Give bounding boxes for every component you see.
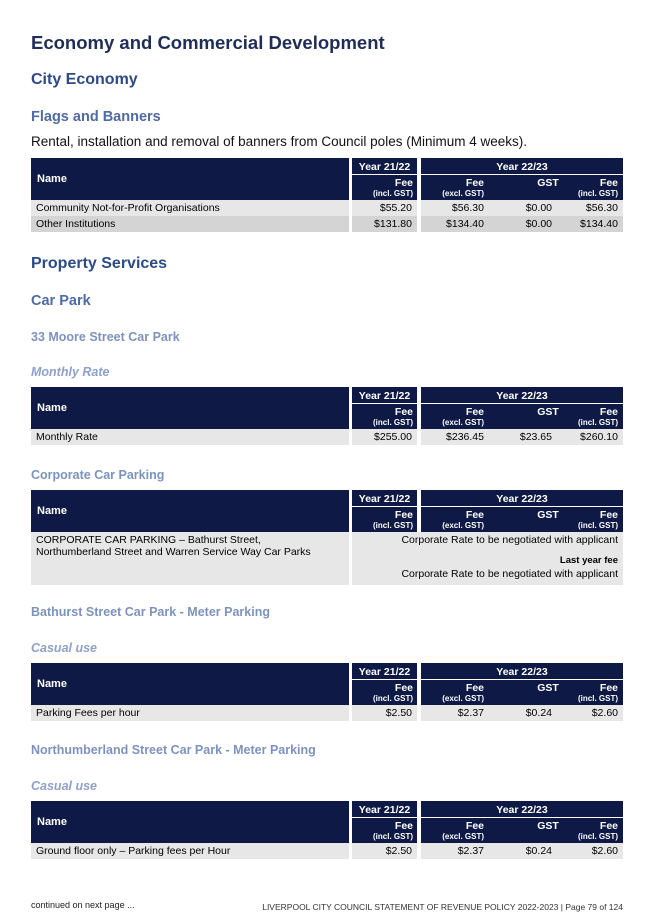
table-row — [31, 705, 623, 721]
fee-excl-header: Fee — [465, 820, 484, 832]
continued-note: continued on next page ... — [31, 900, 135, 910]
incl-gst-header-2: (incl. GST) — [578, 694, 618, 703]
row-name: Monthly Rate — [36, 431, 98, 443]
bathurst-heading: Bathurst Street Car Park - Meter Parking — [31, 605, 270, 619]
fee-2122-cell: $255.00 — [352, 429, 417, 445]
table-row — [31, 843, 623, 859]
northumberland-casual-heading: Casual use — [31, 779, 98, 793]
name-column-header: Name — [37, 816, 67, 828]
incl-gst-header: (incl. GST) — [373, 832, 413, 841]
fee-incl-cell: $2.60 — [557, 705, 623, 721]
fee-incl-header: Fee — [599, 509, 618, 521]
fee-excl-cell: $134.40 — [421, 216, 489, 232]
fee-excl-cell: $2.37 — [421, 843, 489, 859]
fee-incl-header: Fee — [599, 682, 618, 694]
fee-incl-cell: $56.30 — [557, 200, 623, 216]
flags-fee-table — [31, 158, 623, 232]
year-2223-header: Year 22/23 — [496, 493, 548, 505]
name-column-header: Name — [37, 678, 67, 690]
name-column-header: Name — [37, 173, 67, 185]
corporate-parking-heading: Corporate Car Parking — [31, 468, 165, 482]
fee-header: Fee — [394, 509, 413, 521]
bathurst-parking-table — [31, 663, 623, 721]
flags-banners-heading: Flags and Banners — [31, 109, 161, 125]
incl-gst-header-2: (incl. GST) — [578, 189, 618, 198]
monthly-rate-table — [31, 387, 623, 445]
year-2223-header: Year 22/23 — [496, 804, 548, 816]
row-name: Other Institutions — [36, 218, 116, 230]
row-name: Community Not-for-Profit Organisations — [36, 202, 220, 214]
fee-2122-cell: $131.80 — [352, 216, 417, 232]
corporate-parking-table — [31, 490, 623, 585]
flags-description: Rental, installation and removal of banners from Council poles (Minimum 4 weeks). — [31, 134, 527, 149]
fee-incl-header: Fee — [599, 177, 618, 189]
name-column-header: Name — [37, 505, 67, 517]
year-2122-header: Year 21/22 — [358, 161, 411, 173]
fee-header: Fee — [394, 177, 413, 189]
fee-excl-cell: $56.30 — [421, 200, 489, 216]
northumberland-parking-table — [31, 801, 623, 859]
table-header — [31, 801, 623, 843]
row-name: Ground floor only – Parking fees per Hour — [36, 845, 231, 857]
fee-incl-cell: $260.10 — [557, 429, 623, 445]
row-name: Parking Fees per hour — [36, 707, 140, 719]
gst-header: GST — [537, 820, 559, 832]
gst-cell: $0.00 — [489, 200, 557, 216]
fee-excl-header: Fee — [465, 177, 484, 189]
page-title: Economy and Commercial Development — [31, 32, 385, 53]
last-year-fee-label: Last year fee — [559, 555, 618, 566]
fee-incl-cell: $2.60 — [557, 843, 623, 859]
northumberland-heading: Northumberland Street Car Park - Meter Parking — [31, 743, 316, 757]
incl-gst-header: (incl. GST) — [373, 694, 413, 703]
row-name: CORPORATE CAR PARKING – Bathurst Street, Northumberland Street and Warren Service Way Car Parks — [36, 534, 311, 558]
gst-header: GST — [537, 406, 559, 418]
gst-cell: $23.65 — [489, 429, 557, 445]
year-2223-header: Year 22/23 — [496, 390, 548, 402]
year-2122-header: Year 21/22 — [358, 666, 411, 678]
year-2223-header: Year 22/23 — [496, 666, 548, 678]
incl-gst-header-2: (incl. GST) — [578, 832, 618, 841]
excl-gst-header: (excl. GST) — [442, 189, 484, 198]
fee-incl-header: Fee — [599, 406, 618, 418]
year-2122-header: Year 21/22 — [358, 390, 411, 402]
fee-2122-cell: $55.20 — [352, 200, 417, 216]
excl-gst-header: (excl. GST) — [442, 521, 484, 530]
fee-excl-header: Fee — [465, 682, 484, 694]
fee-excl-header: Fee — [465, 406, 484, 418]
year-2223-header: Year 22/23 — [496, 161, 548, 173]
city-economy-heading: City Economy — [31, 71, 138, 88]
fee-header: Fee — [394, 820, 413, 832]
excl-gst-header: (excl. GST) — [442, 418, 484, 427]
incl-gst-header: (incl. GST) — [373, 189, 413, 198]
car-park-heading: Car Park — [31, 293, 91, 309]
property-services-heading: Property Services — [31, 255, 168, 272]
fee-2122-cell: $2.50 — [352, 843, 417, 859]
fee-incl-cell: $134.40 — [557, 216, 623, 232]
table-header — [31, 158, 623, 200]
fee-header: Fee — [394, 406, 413, 418]
table-header — [31, 663, 623, 705]
gst-cell: $0.24 — [489, 705, 557, 721]
fee-incl-header: Fee — [599, 820, 618, 832]
fee-header: Fee — [394, 682, 413, 694]
year-2122-header: Year 21/22 — [358, 493, 411, 505]
gst-header: GST — [537, 682, 559, 694]
gst-header: GST — [537, 177, 559, 189]
excl-gst-header: (excl. GST) — [442, 694, 484, 703]
table-header — [31, 490, 623, 532]
year-2122-header: Year 21/22 — [358, 804, 411, 816]
corporate-row — [31, 532, 623, 585]
monthly-rate-heading: Monthly Rate — [31, 365, 110, 379]
corporate-rate-note: Corporate Rate to be negotiated with applicant — [401, 534, 618, 546]
corporate-rate-note-last-year: Corporate Rate to be negotiated with applicant — [401, 568, 618, 580]
incl-gst-header-2: (incl. GST) — [578, 521, 618, 530]
gst-cell: $0.00 — [489, 216, 557, 232]
table-row — [31, 216, 623, 232]
fee-excl-cell: $236.45 — [421, 429, 489, 445]
excl-gst-header: (excl. GST) — [442, 832, 484, 841]
incl-gst-header-2: (incl. GST) — [578, 418, 618, 427]
gst-header: GST — [537, 509, 559, 521]
name-column-header: Name — [37, 402, 67, 414]
table-header — [31, 387, 623, 429]
bathurst-casual-heading: Casual use — [31, 641, 98, 655]
table-row — [31, 429, 623, 445]
incl-gst-header: (incl. GST) — [373, 418, 413, 427]
fee-excl-cell: $2.37 — [421, 705, 489, 721]
page-footer: LIVERPOOL CITY COUNCIL STATEMENT OF REVENUE POLICY 2022-2023 | Page 79 of 124 — [262, 902, 623, 912]
gst-cell: $0.24 — [489, 843, 557, 859]
incl-gst-header: (incl. GST) — [373, 521, 413, 530]
moore-street-heading: 33 Moore Street Car Park — [31, 330, 180, 344]
fee-2122-cell: $2.50 — [352, 705, 417, 721]
table-row — [31, 200, 623, 216]
fee-excl-header: Fee — [465, 509, 484, 521]
